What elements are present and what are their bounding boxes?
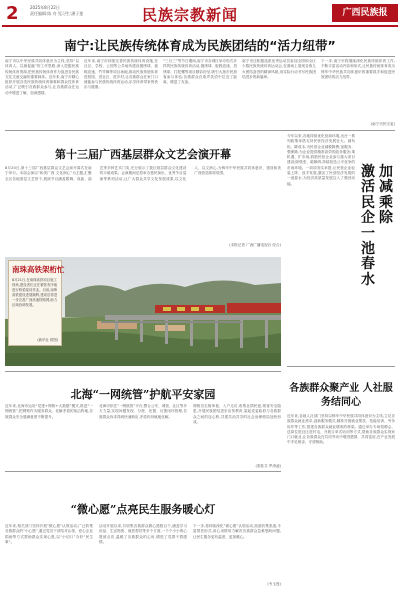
divider — [5, 371, 281, 372]
beihai-column-1: 近年来,北海市运用“党建+网格+大数据”模式,推进“一网统管”,把网格作为服务群众、化解矛盾的前沿阵地,各族群众安全感满意度不断提升。 — [5, 404, 93, 419]
vertical-headline-line-2: 激活民企一池春水 — [361, 164, 375, 288]
page-number: 2 — [6, 3, 19, 24]
service-column-1: 近年来,相关部门坚持开展“微心愿”认领活动,广泛收集各族群众的“小心愿”,通过党员干部结对认领、爱心企业捐助等方式帮助群众实现心愿,以“小切口”办好“民生事”。 — [5, 524, 93, 544]
photo-caption — [8, 260, 65, 346]
employment-headline: 各族群众聚产业 人社服务结同心 — [289, 383, 393, 408]
divider — [5, 130, 395, 131]
section-title: 民族宗教新闻 — [142, 6, 239, 24]
divider — [5, 56, 395, 57]
service-column-2: 活动开展以来,共收集各族群众微心愿数百个,涵盖学习用品、生活物资、就医帮扶等多个方面,一个个小小的心愿被点亮,温暖了各族群众的心房,增进了党群干群感情。 — [99, 524, 187, 544]
beihai-headline: 北海“一网统管”护航平安家园 — [70, 388, 216, 401]
header-rule — [2, 25, 398, 27]
editor-credits: 责任编辑:陈 舟 见习生:潘子莲 — [30, 11, 84, 16]
arts-headline: 第十三届广西基层群众文艺会演开幕 — [55, 148, 231, 161]
service-byline: (韦玉莲) — [267, 582, 281, 586]
lead-column-4: 南宁市还积极选派优秀运动员参加全国和全区少数民族传统体育运动会,在赛场上展现各族儿女团结奋进的精神风貌,用实际行动书写民族团结进步的新篇章。 — [242, 59, 316, 79]
beihai-column-3: 网格员走街串巷、入户走访,收集社情民意,排查安全隐患,开展民族团结进步宣传教育,架起党委政府与各族群众之间的连心桥,共建共治共享的社会治理格局加快形成。 — [193, 404, 281, 424]
divider — [5, 471, 281, 472]
employment-body: 近年来,各地人社部门坚持以铸牢中华民族共同体意识为主线,立足各族群众就业需求,创新服务模式,精准开展就业帮扶、技能培训、劳务协作等工作,搭建各族群众就业增收的桥梁。通过举办专场招聘会、送岗位进社区进村屯、开展订单式培训等方式,帮助各族群众实现家门口就业,让各族群众在共同劳动中增进感情、共同富裕,在产业发展中手足相亲、守望相助。 — [287, 414, 395, 445]
divider — [287, 366, 395, 367]
arts-body: 8月20日,第十三届广西基层群众文艺会演开幕式在南宁举行。本届会演以“和美广西 文化润心”为主题,汇聚全区各地基层文艺骨干,展演节目涵盖歌舞、戏曲、曲艺等多种艺术门类,充分展示了我区基层群众文化建设的丰硕成果。会演期间还将举办惠民演出、优秀节目巡演等系列活动,让广大群众共享文化发展成果,以文化人、以文润心,为铸牢中华民族共同体意识、建设和美广西营造浓厚氛围。 — [5, 166, 281, 181]
lead-byline: (南宁市民宗委) — [370, 122, 395, 126]
issue-date: 2025年8月22日 — [30, 5, 60, 10]
lead-headline: 南宁:让民族传统体育成为民族团结的“活力纽带” — [64, 38, 336, 53]
vertical-headline — [360, 165, 394, 341]
beihai-byline: (梁桂芬 罗涛凌) — [255, 464, 281, 468]
newspaper-name-badge: 广西民族报 — [332, 4, 398, 22]
lead-column-1: 南宁市以中华民族共同体意识为主线,坚持“以体育人、以赛促融”的工作思路,深入挖掘民族传统体育资源,把民族传统体育作为促进各民族交往交流交融的重要载体。近年来,南宁市精心组织开展各类民族传统体育赛事和群众性体育活动,广泛吸引各族群众参与,让各族群众在运动中增进了解、加深感情。 — [5, 59, 79, 95]
service-headline: “微心愿”点亮民生服务暖心灯 — [70, 503, 216, 516]
vertical-headline-line-1: 加减乘除 — [379, 164, 393, 227]
lead-column-3: “三月三”等节日期间,南宁市各城区举办形式多样的民族传统体育活动,抛绣球、板鞋竞速、投绣球、打陀螺等项目精彩纷呈,吸引大批市民游客参与体验,各族群众在欢声笑语中拉近了距离、增进了友谊。 — [163, 59, 237, 85]
arts-byline: (本报记者 广西广播电视台 综合) — [229, 243, 281, 247]
beihai-column-2: 北海市依托“一网统管”平台,整合公安、城管、社区等多方力量,实现问题发现、分拨、处置、反馈闭环管理,各族群众诉求得到快速响应,矛盾纠纷就地化解。 — [99, 404, 187, 419]
service-column-3: 下一步,将持续深化“微心愿”认领活动,拓宽收集渠道,丰富帮扶形式,用心用情用力解决各族群众急难愁盼问题,让民生服务更有温度、更加暖心。 — [193, 524, 281, 539]
photo-credit: (新华社 供图) — [37, 338, 58, 342]
right-column-body: 今年以来,各地持续优化营商环境,出台一系列政策举措支持民营经济发展壮大。减负担、降成本,为民营企业减税降费;加服务、强保障,为企业提供精准高效的政务服务;乘机遇、扩市场,鼓励民营企业参与重大项目建设;除壁垒、破障碍,持续营造公平竞争的市场环境。一项项务实举措,让民营企业轻装上阵、放手发展,激活了民营经济发展的一池春水,为经济高质量发展注入了强劲动能。 — [287, 134, 355, 186]
photo-caption-title: 南珠高铁架桁忙 — [12, 265, 65, 274]
lead-column-2: 近年来,南宁市持续完善民族传统体育设施,在社区、学校、公园等公共场所建设抛绣球、板鞋竞速、竹竿舞等项目场地,推动民族传统体育进校园、进社区、进乡村,让各族群众在家门口就能参与民族传统体育运动,乐享体育带来的快乐与健康。 — [84, 59, 158, 90]
photo-caption-text: 8月21日,在南珠高铁项目施工现场,建设者们正在紧张有序地进行桥梁架设作业。目前,南珠高铁建设进展顺利,建成后将进一步完善广西高速铁路网,助力区域协调发展。 — [12, 278, 58, 307]
page-meta — [30, 5, 83, 17]
lead-column-5: 下一步,南宁市将继续深化民族传统体育工作,不断丰富活动内容和形式,让民族传统体育成为铸牢中华民族共同体意识的重要抓手和促进民族团结的活力纽带。 — [321, 59, 395, 79]
